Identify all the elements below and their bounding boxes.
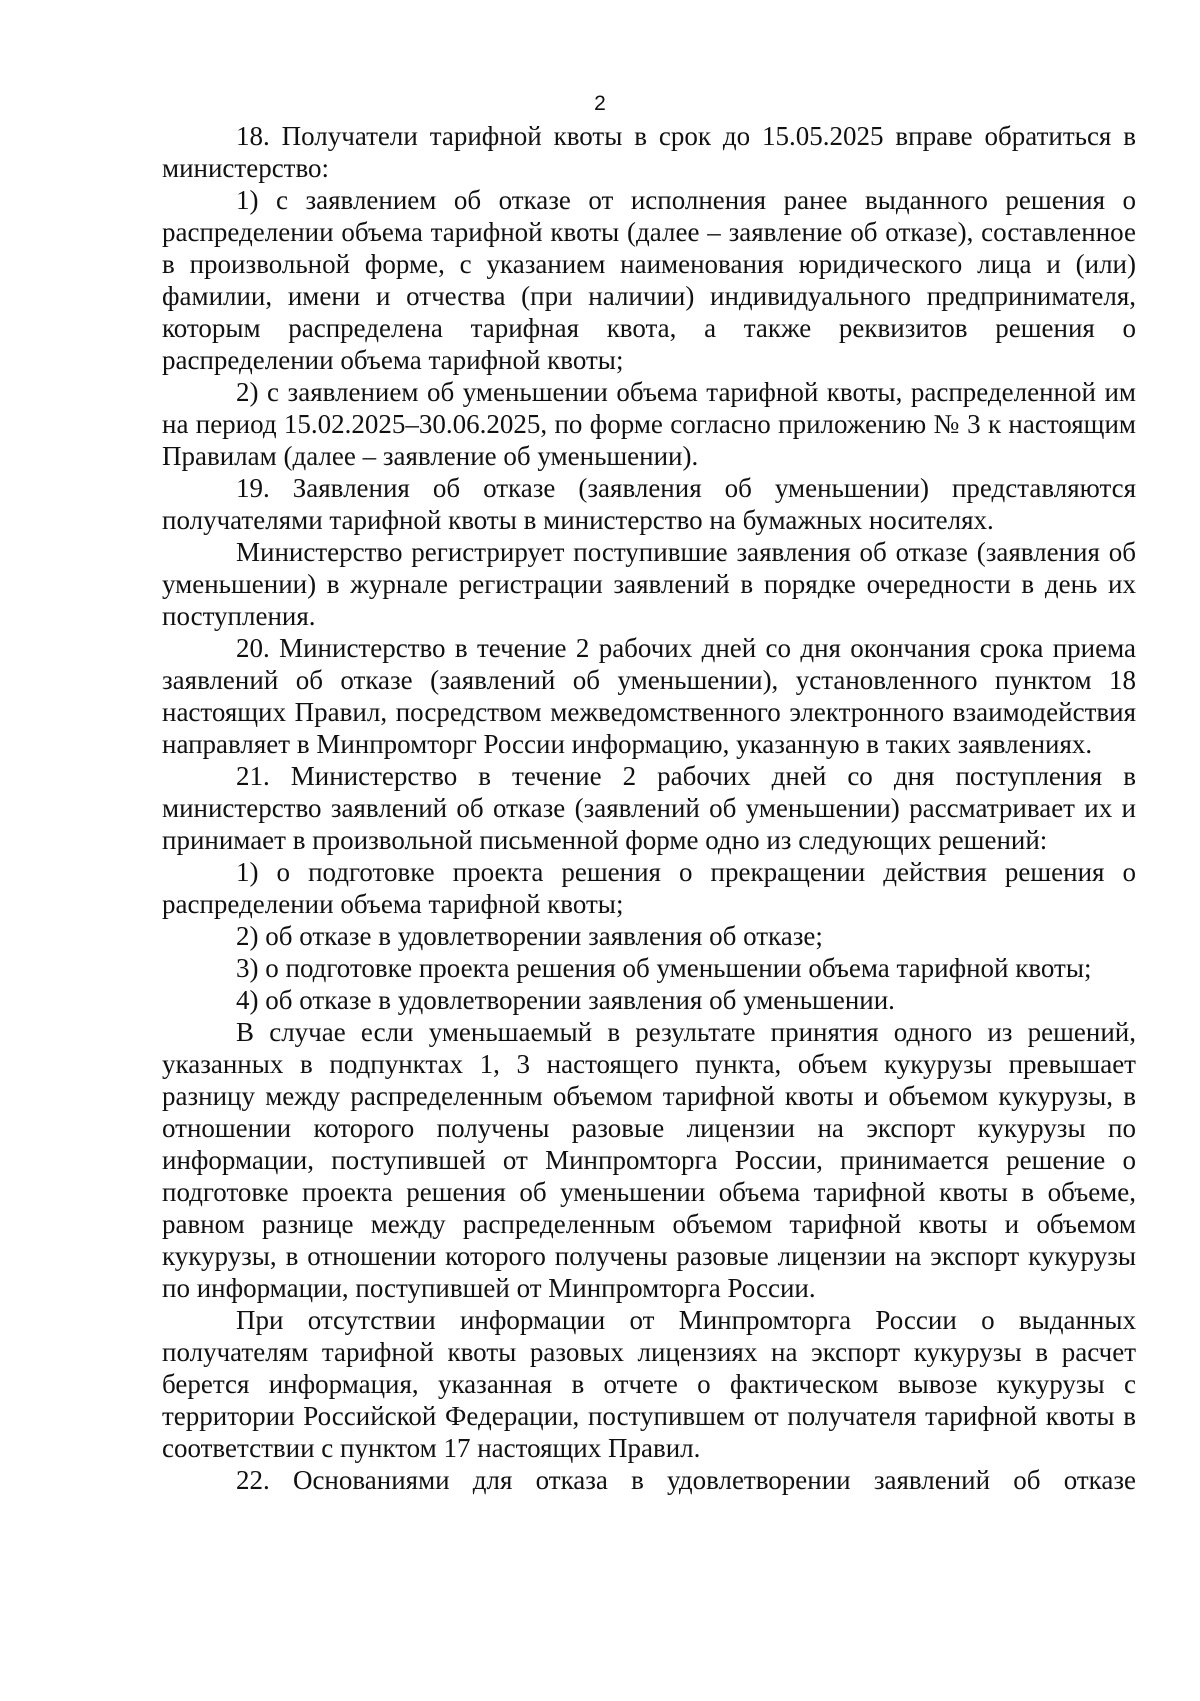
paragraph-21: 21. Министерство в течение 2 рабочих дней со дня поступления в министерство заявлений об отказе (заявлений об уменьшении) рассматривает их и принимает в произвольной письменной форме одно из следующих решений: (162, 761, 1136, 855)
paragraph-19-registration: Министерство регистрирует поступившие заявления об отказе (заявления об уменьшении) в журнале регистрации заявлений в порядке очередности в день их поступления. (162, 537, 1136, 631)
paragraph-19: 19. Заявления об отказе (заявления об уменьшении) представляются получателями тарифной квоты в министерство на бумажных носителях. (162, 473, 1136, 535)
paragraph-21-no-information-case: При отсутствии информации от Минпромторга России о выданных получателям тарифной квоты разовых лицензиях на экспорт кукурузы в расчет берется информация, указанная в отчете о фактическом вывозе кукурузы с территории Российской Федерации, поступившем от получателя тарифной квоты в соответствии с пунктом 17 настоящих Правил. (162, 1305, 1136, 1463)
document-body (162, 120, 1136, 1496)
subitem-21-1: 1) о подготовке проекта решения о прекращении действия решения о распределении объема тарифной квоты; (162, 857, 1136, 919)
subitem-18-2: 2) с заявлением об уменьшении объема тарифной квоты, распределенной им на период 15.02.2025–30.06.2025, по форме согласно приложению № 3 к настоящим Правилам (далее – заявление об уменьшении). (162, 377, 1136, 471)
subitem-21-2: 2) об отказе в удовлетворении заявления об отказе; (236, 921, 823, 951)
paragraph-18: 18. Получатели тарифной квоты в срок до 15.05.2025 вправе обратиться в министерство: (162, 121, 1136, 183)
subitem-21-4: 4) об отказе в удовлетворении заявления об уменьшении. (236, 985, 895, 1015)
paragraph-20: 20. Министерство в течение 2 рабочих дней со дня окончания срока приема заявлений об отказе (заявлений об уменьшении), установленного пунктом 18 настоящих Правил, посредством межведомственного электронного взаимодействия направляет в Минпромторг России информацию, указанную в таких заявлениях. (162, 633, 1136, 759)
subitem-18-1: 1) с заявлением об отказе от исполнения ранее выданного решения о распределении объема тарифной квоты (далее – заявление об отказе), составленное в произвольной форме, с указанием наименования юридического лица и (или) фамилии, имени и отчества (при наличии) индивидуального предпринимателя, которым распределена тарифная квота, а также реквизитов решения о распределении объема тарифной квоты; (162, 185, 1136, 375)
subitem-21-3: 3) о подготовке проекта решения об уменьшении объема тарифной квоты; (236, 953, 1092, 983)
page-number: 2 (594, 92, 606, 115)
paragraph-22: 22. Основаниями для отказа в удовлетворении заявлений об отказе (236, 1465, 1136, 1495)
paragraph-21-reduction-case: В случае если уменьшаемый в результате принятия одного из решений, указанных в подпунктах 1, 3 настоящего пункта, объем кукурузы превышает разницу между распределенным объемом тарифной квоты и объемом кукурузы, в отношении которого получены разовые лицензии на экспорт кукурузы по информации, поступившей от Минпромторга России, принимается решение о подготовке проекта решения об уменьшении объема тарифной квоты в объеме, равном разнице между распределенным объемом тарифной квоты и объемом кукурузы, в отношении которого получены разовые лицензии на экспорт кукурузы по информации, поступившей от Минпромторга России. (162, 1017, 1136, 1303)
